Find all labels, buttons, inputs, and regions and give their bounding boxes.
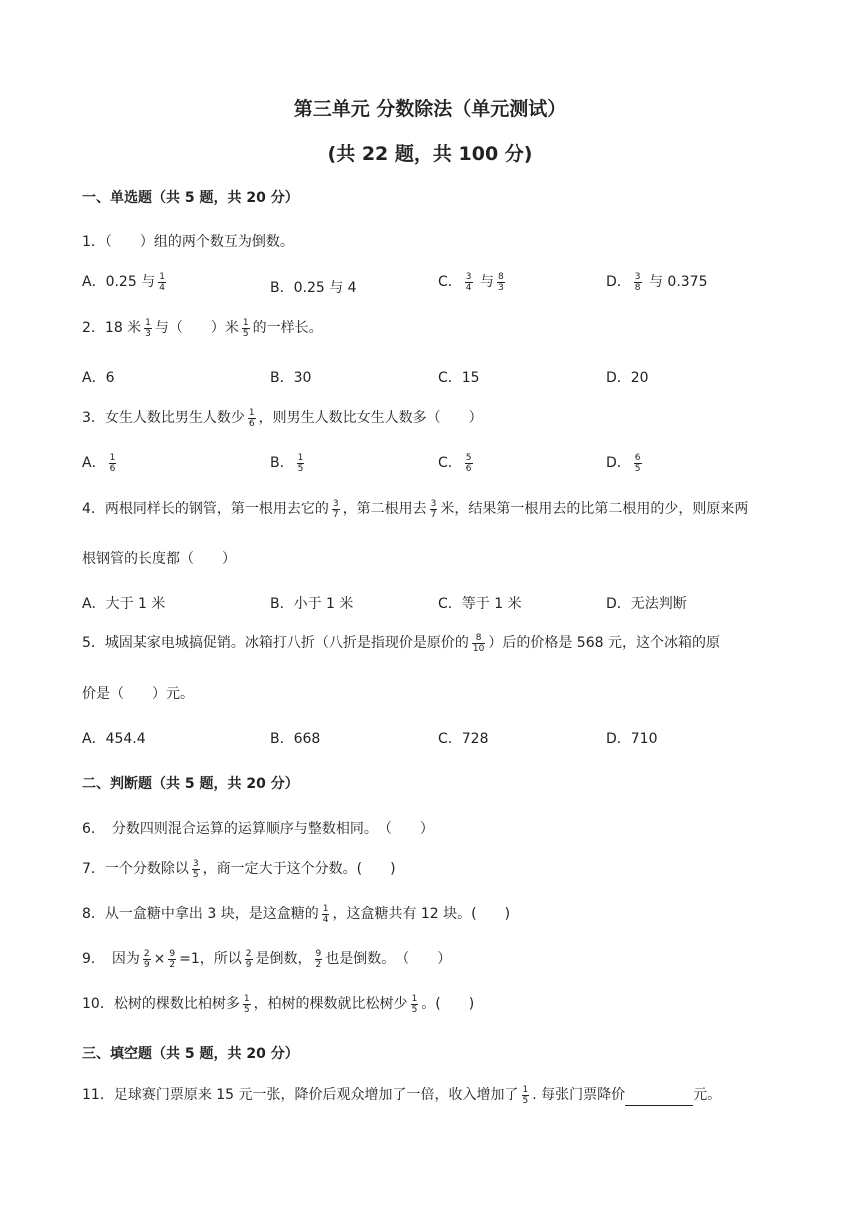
fraction-denominator: 4 [159, 282, 165, 293]
fraction-numerator: 1 [522, 1084, 529, 1095]
fraction [465, 453, 473, 474]
fraction-numerator: 9 [169, 948, 176, 959]
fraction [168, 949, 176, 970]
question-5-option-b[interactable]: B．668 [270, 731, 321, 747]
text-run: 4．两根同样长的钢管，第一根用去它的 [82, 501, 329, 517]
fraction-numerator: 1 [297, 452, 304, 463]
fraction-denominator: 5 [192, 869, 199, 880]
page-subtitle: (共 22 题，共 100 分) [327, 143, 533, 165]
text-run: × [153, 951, 166, 967]
answer-blank[interactable] [625, 1091, 693, 1106]
question-4-option-a[interactable]: A．大于 1 米 [82, 596, 166, 612]
text-run: 米，结果第一根用去的比第二根用的少，则原来两 [440, 501, 749, 517]
text-run: C． [438, 455, 462, 471]
text-run: 的一样长。 [252, 320, 323, 336]
question-5-option-a[interactable]: A．454.4 [82, 731, 146, 747]
fraction [243, 994, 251, 1015]
fraction-denominator: 7 [332, 509, 339, 520]
fraction-numerator: 1 [243, 993, 250, 1004]
fraction [242, 318, 250, 339]
fraction-numerator: 1 [242, 317, 249, 328]
text-run: 与（ ）米 [154, 320, 239, 336]
fraction-denominator: 8 [634, 282, 641, 293]
fraction-denominator: 4 [322, 914, 329, 925]
fraction [332, 499, 340, 520]
page-title: 第三单元 分数除法（单元测试） [293, 98, 567, 120]
fraction [143, 949, 151, 970]
question-1-option-c[interactable] [438, 271, 508, 293]
fraction-numerator: 3 [465, 271, 472, 282]
fraction [192, 859, 200, 880]
question-5-stem-line-1 [82, 632, 720, 654]
text-run: 是倒数， [255, 951, 312, 967]
fraction-numerator: 1 [411, 993, 418, 1004]
text-run: ，商一定大于这个分数。( ) [202, 861, 396, 877]
question-11 [82, 1084, 721, 1106]
question-1-stem: 1．（ ）组的两个数互为倒数。 [82, 234, 294, 250]
fraction [297, 453, 305, 474]
question-4-option-d[interactable]: D．无法判断 [606, 596, 687, 612]
text-run: 3．女生人数比男生人数少 [82, 410, 245, 426]
text-run: 2．18 米 [82, 320, 142, 336]
fraction-denominator: 10 [472, 643, 485, 654]
question-3-option-d[interactable] [606, 452, 645, 474]
text-run: ，这盒糖共有 12 块。( ) [332, 906, 511, 922]
question-2-option-b[interactable]: B．30 [270, 370, 312, 386]
question-2-stem [82, 317, 323, 339]
fraction [497, 272, 505, 293]
fraction [315, 949, 323, 970]
section-heading-fill-in: 三、填空题（共 5 题，共 20 分） [82, 1046, 299, 1062]
text-run: 与 [479, 274, 494, 290]
fraction-denominator: 3 [497, 282, 504, 293]
fraction-denominator: 5 [522, 1095, 529, 1106]
fraction [144, 318, 152, 339]
question-3-option-c[interactable] [438, 452, 476, 474]
fraction [411, 994, 419, 1015]
fraction-denominator: 7 [430, 509, 437, 520]
question-5-option-d[interactable]: D．710 [606, 731, 658, 747]
text-run: 与 0.375 [648, 274, 708, 290]
fraction-numerator: 1 [159, 271, 165, 282]
text-run: D． [606, 274, 631, 290]
text-run: ）后的价格是 568 元，这个冰箱的原 [488, 635, 720, 651]
fraction-numerator: 3 [634, 271, 641, 282]
question-5-option-c[interactable]: C．728 [438, 731, 489, 747]
fraction-numerator: 8 [497, 271, 504, 282]
text-run: ，柏树的棵数就比松树少 [253, 996, 408, 1012]
fraction-denominator: 5 [242, 328, 249, 339]
fraction-denominator: 6 [248, 418, 255, 429]
question-7 [82, 858, 396, 880]
fraction-denominator: 4 [465, 282, 472, 293]
question-1-option-b[interactable]: B．0.25 与 4 [270, 280, 357, 296]
fraction [522, 1085, 530, 1106]
text-run: ，则男生人数比女生人数多（ ） [258, 410, 483, 426]
text-run: 5．城固某家电城搞促销。冰箱打八折（八折是指现价是原价的 [82, 635, 469, 651]
text-run: . 每张门票降价 [532, 1087, 626, 1103]
section-heading-true-false: 二、判断题（共 5 题，共 20 分） [82, 776, 299, 792]
fraction-denominator: 5 [243, 1004, 250, 1015]
fraction [634, 453, 642, 474]
question-9 [82, 948, 451, 970]
question-3-option-a[interactable] [82, 452, 119, 474]
text-run: 10．松树的棵数比柏树多 [82, 996, 240, 1012]
text-run: B． [270, 455, 294, 471]
fraction [472, 633, 485, 654]
fraction-numerator: 2 [143, 948, 150, 959]
question-4-stem-line-1 [82, 498, 748, 520]
fraction [158, 272, 166, 293]
fraction [322, 904, 330, 925]
question-10 [82, 993, 474, 1015]
fraction-numerator: 3 [332, 498, 339, 509]
fraction-denominator: 2 [169, 959, 176, 970]
fraction-numerator: 3 [192, 858, 199, 869]
text-run: D． [606, 455, 631, 471]
fraction [248, 408, 256, 429]
fraction-denominator: 5 [634, 463, 641, 474]
fraction-denominator: 6 [109, 463, 116, 474]
question-4-option-b[interactable]: B．小于 1 米 [270, 596, 354, 612]
fraction-numerator: 1 [322, 903, 329, 914]
fraction-numerator: 2 [245, 948, 252, 959]
text-run: 8．从一盒糖中拿出 3 块，是这盒糖的 [82, 906, 319, 922]
question-3-option-b[interactable] [270, 452, 307, 474]
question-2-option-a[interactable]: A．6 [82, 370, 115, 386]
fraction-numerator: 9 [315, 948, 322, 959]
question-4-option-c[interactable]: C．等于 1 米 [438, 596, 522, 612]
text-run: A．0.25 与 [82, 274, 156, 290]
fraction-denominator: 9 [245, 959, 252, 970]
fraction-denominator: 2 [315, 959, 322, 970]
text-run: 9． 因为 [82, 951, 140, 967]
text-run: ，第二根用去 [342, 501, 427, 517]
fraction [109, 453, 117, 474]
fraction-denominator: 5 [297, 463, 304, 474]
fraction-numerator: 3 [430, 498, 437, 509]
text-run: C． [438, 274, 462, 290]
text-run: 7．一个分数除以 [82, 861, 189, 877]
fraction-numerator: 8 [475, 632, 482, 643]
fraction [465, 272, 473, 293]
text-run: A． [82, 455, 106, 471]
question-1-option-a[interactable] [82, 271, 169, 293]
question-3-stem [82, 407, 483, 429]
question-4-stem-line-2: 根钢管的长度都（ ） [82, 551, 236, 567]
fraction-numerator: 1 [109, 452, 116, 463]
question-1-option-d[interactable] [606, 271, 708, 293]
question-8 [82, 903, 510, 925]
fraction-denominator: 3 [145, 328, 151, 339]
fraction-denominator: 6 [465, 463, 472, 474]
question-2-option-c[interactable]: C．15 [438, 370, 480, 386]
text-run: 11．足球赛门票原来 15 元一张，降价后观众增加了一倍，收入增加了 [82, 1087, 519, 1103]
fraction-numerator: 5 [465, 452, 472, 463]
fraction-denominator: 5 [411, 1004, 418, 1015]
fraction [430, 499, 438, 520]
fraction-numerator: 1 [145, 317, 151, 328]
text-run: 元。 [693, 1087, 722, 1103]
section-heading-single-choice: 一、单选题（共 5 题，共 20 分） [82, 190, 299, 206]
fraction-denominator: 9 [143, 959, 150, 970]
question-6: 6． 分数四则混合运算的运算顺序与整数相同。 （ ） [82, 821, 434, 837]
fraction-numerator: 6 [634, 452, 641, 463]
fraction-numerator: 1 [248, 407, 255, 418]
fraction [245, 949, 253, 970]
fraction [634, 272, 642, 293]
question-2-option-d[interactable]: D．20 [606, 370, 649, 386]
question-5-stem-line-2: 价是（ ）元。 [82, 686, 194, 702]
text-run: =1，所以 [179, 951, 242, 967]
text-run: 。( ) [421, 996, 475, 1012]
text-run: 也是倒数。 （ ） [325, 951, 452, 967]
